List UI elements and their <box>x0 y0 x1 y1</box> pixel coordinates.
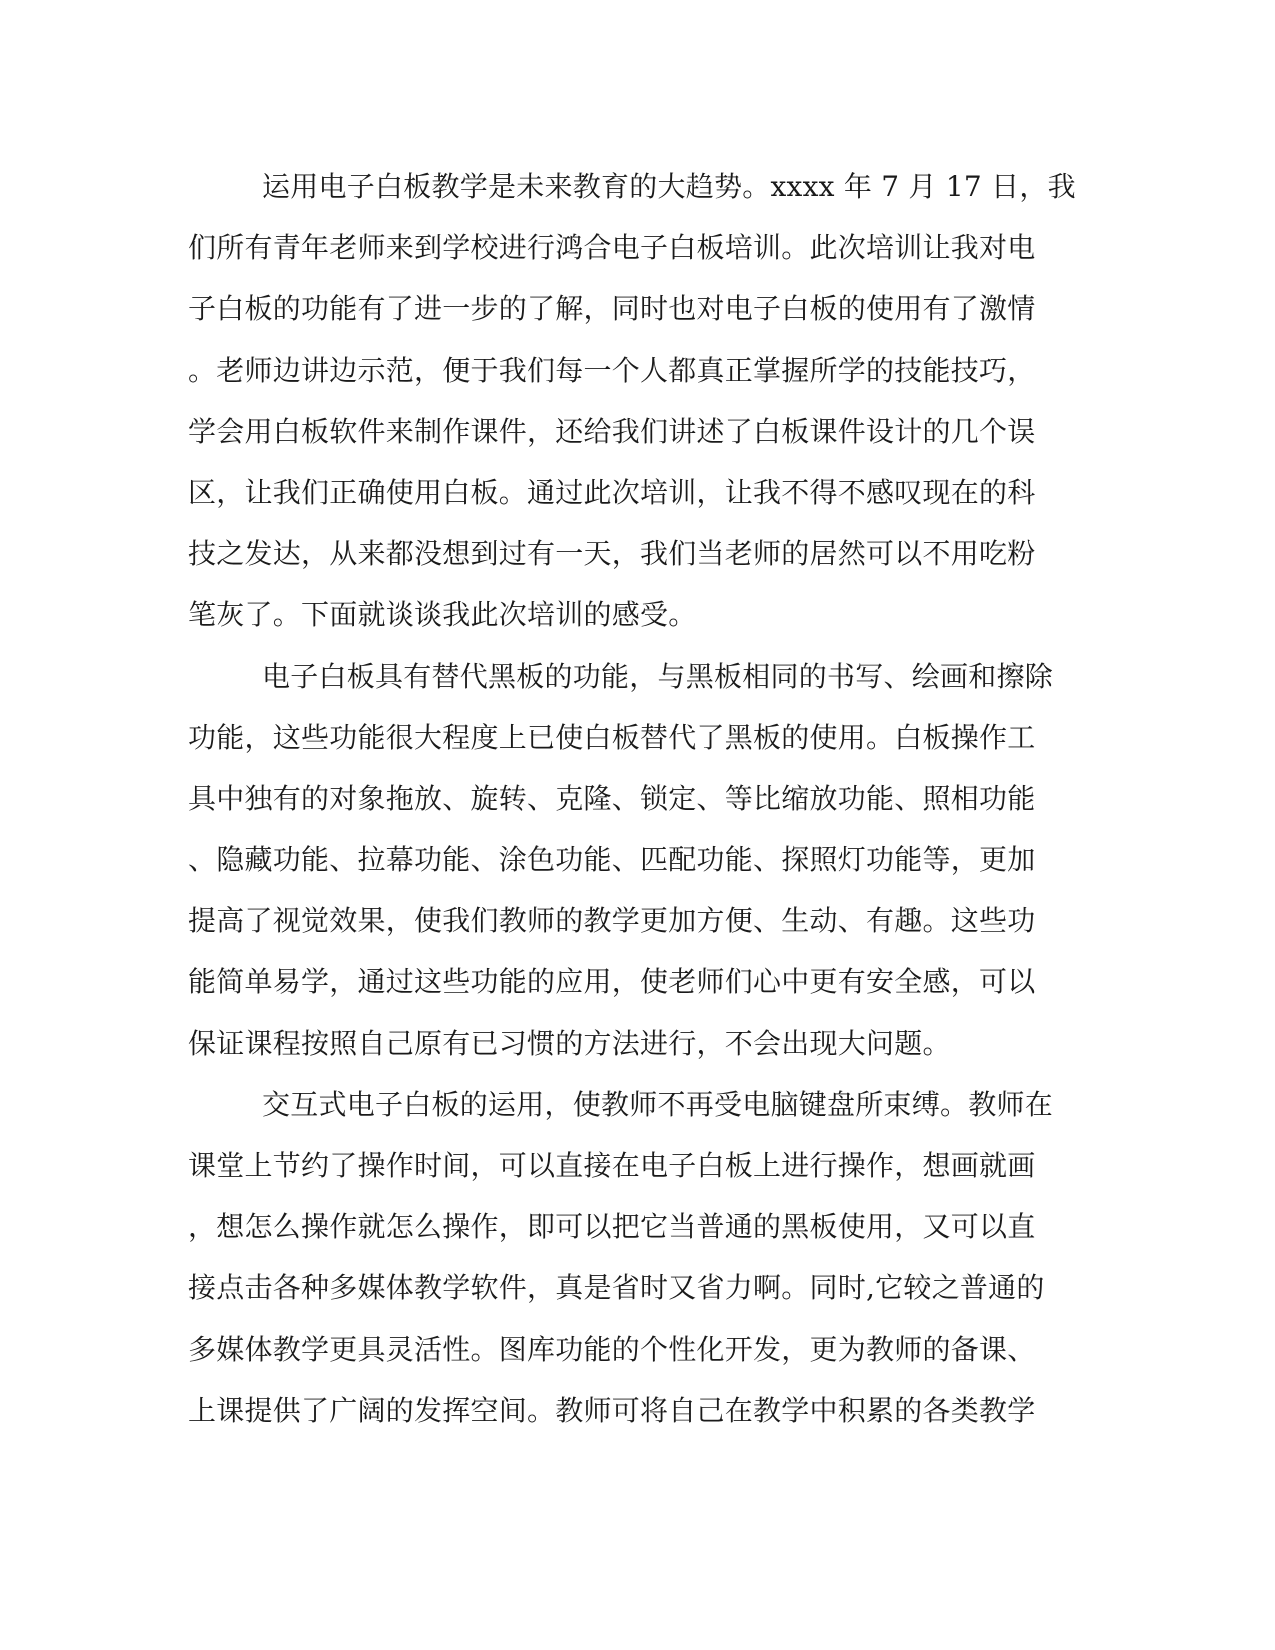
text-line: 交互式电子白板的运用，使教师不再受电脑键盘所束缚。教师在 <box>262 1087 1054 1121</box>
text-line: 、隐藏功能、拉幕功能、涂色功能、匹配功能、探照灯功能等，更加 <box>188 843 1036 877</box>
text-line: 提高了视觉效果，使我们教师的教学更加方便、生动、有趣。这些功 <box>188 904 1036 938</box>
text-line: 保证课程按照自己原有已习惯的方法进行，不会出现大问题。 <box>188 1026 951 1060</box>
text-line: 具中独有的对象拖放、旋转、克隆、锁定、等比缩放功能、照相功能 <box>188 781 1036 815</box>
paragraph-1 <box>188 156 1076 646</box>
paragraph-2 <box>188 646 1068 1074</box>
text-line: ，想怎么操作就怎么操作，即可以把它当普通的黑板使用，又可以直 <box>188 1210 1036 1244</box>
text-line: 功能，这些功能很大程度上已使白板替代了黑板的使用。白板操作工 <box>188 720 1036 754</box>
text-line: 笔灰了。下面就谈谈我此次培训的感受。 <box>188 598 697 632</box>
text-line: 上课提供了广阔的发挥空间。教师可将自己在教学中积累的各类教学 <box>188 1393 1036 1427</box>
text-line: 子白板的功能有了进一步的了解，同时也对电子白板的使用有了激情 <box>188 292 1036 326</box>
text-line: 。老师边讲边示范，便于我们每一个人都真正掌握所学的技能技巧， <box>188 353 1036 387</box>
text-line: 技之发达，从来都没想到过有一天，我们当老师的居然可以不用吃粉 <box>188 537 1036 571</box>
text-line: 们所有青年老师来到学校进行鸿合电子白板培训。此次培训让我对电 <box>188 231 1036 265</box>
text-line: 能简单易学，通过这些功能的应用，使老师们心中更有安全感，可以 <box>188 965 1036 999</box>
text-line: 课堂上节约了操作时间，可以直接在电子白板上进行操作，想画就画 <box>188 1149 1036 1182</box>
text-line: 电子白板具有替代黑板的功能，与黑板相同的书写、绘画和擦除 <box>262 659 1054 693</box>
text-line: 区，让我们正确使用白板。通过此次培训，让我不得不感叹现在的科 <box>188 475 1036 509</box>
text-line: 运用电子白板教学是未来教育的大趋势。xxxx 年 7 月 17 日，我 <box>262 170 1076 203</box>
text-line: 多媒体教学更具灵活性。图库功能的个性化开发，更为教师的备课、 <box>188 1332 1036 1366</box>
paragraph-3 <box>188 1074 1068 1441</box>
document-body <box>188 156 1076 1441</box>
text-line: 接点击各种多媒体教学软件，真是省时又省力啊。同时,它较之普通的 <box>188 1271 1045 1305</box>
text-line: 学会用白板软件来制作课件，还给我们讲述了白板课件设计的几个误 <box>188 414 1036 448</box>
